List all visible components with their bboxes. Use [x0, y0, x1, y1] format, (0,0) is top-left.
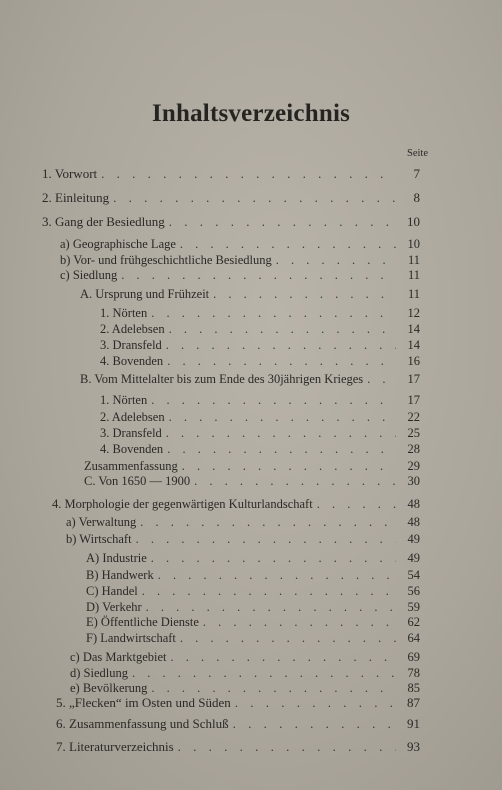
toc-entry: 4. Bovenden . . . 16 — [100, 354, 420, 369]
toc-entry: a) Verwaltung . . . 48 — [66, 515, 420, 530]
toc-entry: C. Von 1650 — 1900 . . . 30 — [84, 474, 420, 489]
toc-entry: d) Siedlung . . . 78 — [70, 666, 420, 681]
page-column-header: Seite — [407, 148, 428, 159]
toc-entry: A) Industrie . . . 49 — [86, 551, 420, 566]
toc-entry: B. Vom Mittelalter bis zum Ende des 30jährigen Krieges . . . 17 — [80, 372, 420, 387]
toc-entry: c) Das Marktgebiet . . . 69 — [70, 650, 420, 665]
toc-entry: b) Wirtschaft . . . 49 — [66, 532, 420, 547]
toc-entry: 3. Gang der Besiedlung . . . 10 — [42, 214, 420, 230]
toc-entry: 2. Einleitung . . . 8 — [42, 190, 420, 206]
toc-entry: 2. Adelebsen . . . 22 — [100, 410, 420, 425]
toc-entry: D) Verkehr . . . 59 — [86, 600, 420, 615]
toc-entry: C) Handel . . . 56 — [86, 584, 420, 599]
toc-entry: 5. „Flecken“ im Osten und Süden . . . 87 — [56, 695, 420, 711]
toc-entry: 1. Nörten . . . 17 — [100, 393, 420, 408]
page-title: Inhaltsverzeichnis — [151, 100, 351, 127]
toc-entry: c) Siedlung . . . 11 — [60, 268, 420, 283]
toc-entry: 3. Dransfeld . . . 25 — [100, 426, 420, 441]
toc-entry: 6. Zusammenfassung und Schluß . . . 91 — [56, 716, 420, 732]
toc-entry: e) Bevölkerung . . . 85 — [70, 681, 420, 696]
toc-entry: 1. Vorwort . . . 7 — [42, 166, 420, 182]
toc-entry: a) Geographische Lage . . . 10 — [60, 237, 420, 252]
toc-entry: 1. Nörten . . . 12 — [100, 306, 420, 321]
toc-entry: F) Landwirtschaft . . . 64 — [86, 631, 420, 646]
toc-entry: Zusammenfassung . . . 29 — [84, 459, 420, 474]
toc-entry: B) Handwerk . . . 54 — [86, 568, 420, 583]
toc-entry: 7. Literaturverzeichnis . . . 93 — [56, 739, 420, 755]
toc-entry: 3. Dransfeld . . . 14 — [100, 338, 420, 353]
toc-entry: 4. Morphologie der gegenwärtigen Kulturlandschaft . . . 48 — [52, 497, 420, 512]
toc-entry: b) Vor- und frühgeschichtliche Besiedlung . . . 11 — [60, 253, 420, 268]
toc-entry: A. Ursprung und Frühzeit . . . 11 — [80, 287, 420, 302]
toc-entry: E) Öffentliche Dienste . . . 62 — [86, 615, 420, 630]
toc-entry: 2. Adelebsen . . . 14 — [100, 322, 420, 337]
toc-entry: 4. Bovenden . . . 28 — [100, 442, 420, 457]
